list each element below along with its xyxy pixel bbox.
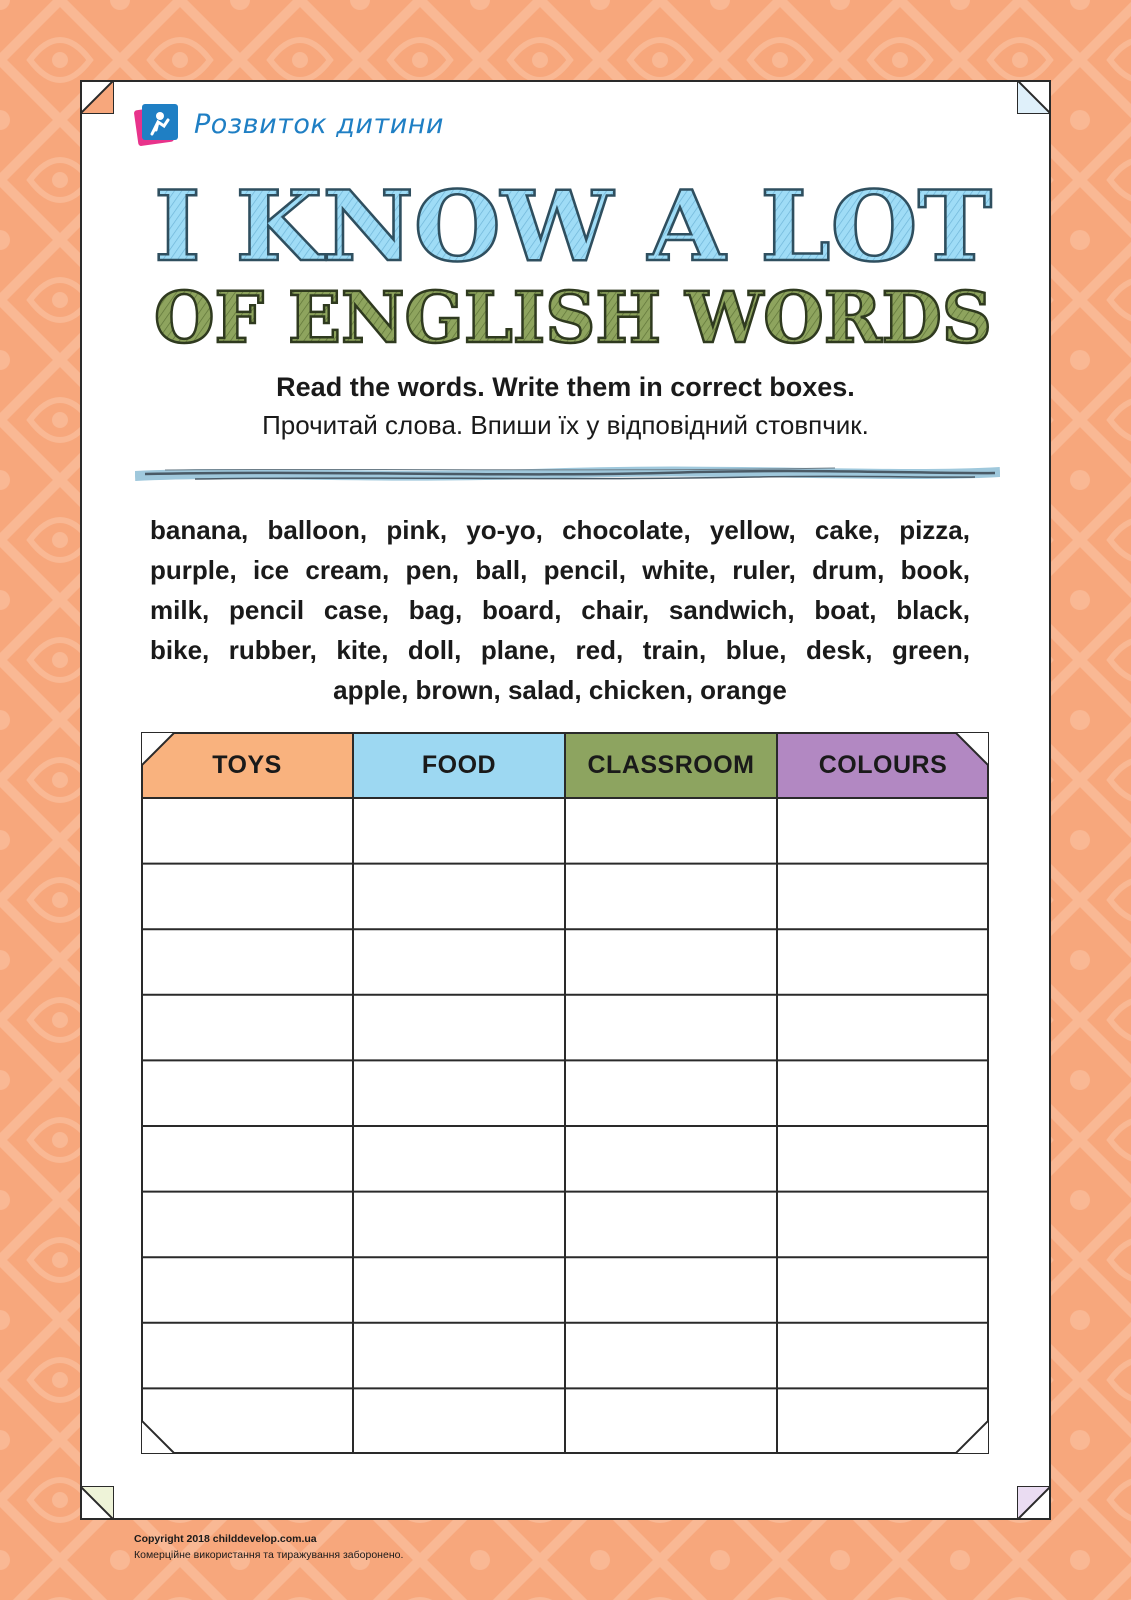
- word-bank: [150, 510, 970, 710]
- answer-cell-classroom[interactable]: [565, 1257, 777, 1322]
- sheet-corner-top-right: [1017, 80, 1051, 114]
- answer-cell-toys[interactable]: [141, 1126, 353, 1191]
- answer-cell-food[interactable]: [353, 1192, 565, 1257]
- word-bank-line: bike, rubber, kite, doll, plane, red, train, blue, desk, green,: [150, 635, 970, 665]
- answer-cell-toys[interactable]: [141, 864, 353, 929]
- answer-cell-food[interactable]: [353, 1257, 565, 1322]
- column-header-food: FOOD: [421, 750, 497, 779]
- answer-cell-colours[interactable]: [777, 1323, 989, 1388]
- word-bank-line: milk, pencil case, bag, board, chair, sandwich, boat, black,: [150, 595, 970, 625]
- sorting-table: [141, 732, 989, 1454]
- answer-cell-toys[interactable]: [141, 995, 353, 1060]
- title-line-2: OF ENGLISH WORDS: [154, 276, 992, 359]
- answer-cell-food[interactable]: [353, 995, 565, 1060]
- answer-cell-colours[interactable]: [777, 929, 989, 994]
- usage-notice: Комерційне використання та тиражування заборонено.: [134, 1549, 404, 1561]
- answer-cell-food[interactable]: [353, 1323, 565, 1388]
- answer-cell-colours[interactable]: [777, 1257, 989, 1322]
- word-bank-line: purple, ice cream, pen, ball, pencil, white, ruler, drum, book,: [150, 555, 970, 585]
- answer-cell-colours[interactable]: [777, 995, 989, 1060]
- answer-cell-food[interactable]: [353, 1388, 565, 1453]
- answer-cell-colours[interactable]: [777, 1060, 989, 1125]
- answer-cell-food[interactable]: [353, 1060, 565, 1125]
- answer-cell-colours[interactable]: [777, 1126, 989, 1191]
- answer-cell-colours[interactable]: [777, 798, 989, 863]
- sheet-corner-bottom-right: [1017, 1486, 1051, 1520]
- answer-cell-food[interactable]: [353, 864, 565, 929]
- answer-cell-food[interactable]: [353, 1126, 565, 1191]
- answer-cell-toys[interactable]: [141, 1192, 353, 1257]
- title-graphic: [130, 170, 1010, 360]
- answer-cell-classroom[interactable]: [565, 995, 777, 1060]
- answer-cell-classroom[interactable]: [565, 864, 777, 929]
- sheet-corner-top-left: [80, 80, 114, 114]
- answer-cell-classroom[interactable]: [565, 1192, 777, 1257]
- answer-cell-toys[interactable]: [141, 1060, 353, 1125]
- answer-cell-classroom[interactable]: [565, 1060, 777, 1125]
- answer-cell-classroom[interactable]: [565, 1126, 777, 1191]
- word-bank-line: apple, brown, salad, chicken, orange: [333, 675, 787, 705]
- answer-cell-toys[interactable]: [141, 929, 353, 994]
- instruction-english: Read the words. Write them in correct boxes.: [276, 372, 855, 402]
- column-header-colours: COLOURS: [818, 750, 948, 779]
- word-bank-line: banana, balloon, pink, yo-yo, chocolate, yellow, cake, pizza,: [150, 515, 970, 545]
- answer-cell-classroom[interactable]: [565, 929, 777, 994]
- answer-cell-food[interactable]: [353, 929, 565, 994]
- answer-cell-classroom[interactable]: [565, 1323, 777, 1388]
- answer-cell-classroom[interactable]: [565, 1388, 777, 1453]
- sheet-corner-bottom-left: [80, 1486, 114, 1520]
- answer-cell-classroom[interactable]: [565, 798, 777, 863]
- brand-logo-text: Розвиток дитини: [194, 109, 444, 140]
- column-header-classroom: CLASSROOM: [587, 750, 755, 779]
- answer-cell-toys[interactable]: [141, 1388, 353, 1453]
- column-header-toys: TOYS: [212, 750, 282, 779]
- answer-cell-toys[interactable]: [141, 798, 353, 863]
- copyright-text: Copyright 2018 childdevelop.com.ua: [134, 1533, 317, 1545]
- answer-cell-food[interactable]: [353, 798, 565, 863]
- instruction-ukrainian: Прочитай слова. Впиши їх у відповідний стовпчик.: [262, 410, 869, 440]
- answer-cell-toys[interactable]: [141, 1257, 353, 1322]
- answer-cell-colours[interactable]: [777, 1388, 989, 1453]
- answer-cell-colours[interactable]: [777, 1192, 989, 1257]
- title-line-1: I KNOW A LOT: [154, 170, 992, 283]
- answer-cell-colours[interactable]: [777, 864, 989, 929]
- answer-cell-toys[interactable]: [141, 1323, 353, 1388]
- brush-divider: [135, 460, 1000, 490]
